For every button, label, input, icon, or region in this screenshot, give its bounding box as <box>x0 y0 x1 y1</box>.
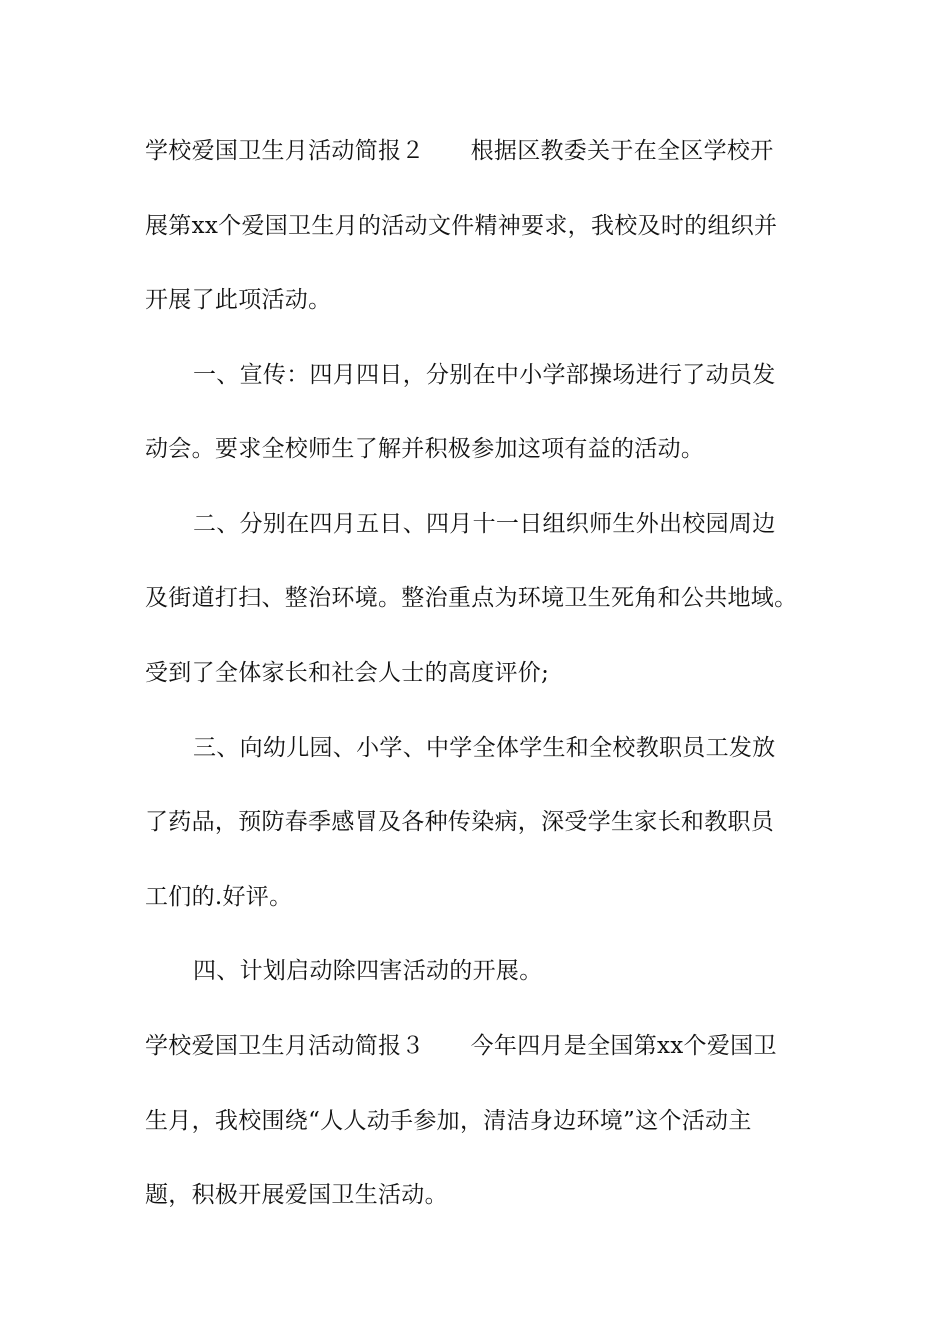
paragraph-line: 展第xx个爱国卫生月的活动文件精神要求，我校及时的组织并 <box>145 213 778 239</box>
report-3-intro: 今年四月是全国第xx个爱国卫 <box>470 1033 777 1059</box>
paragraph-line: 动会。要求全校师生了解并积极参加这项有益的活动。 <box>145 436 705 462</box>
paragraph-line: 三、向幼儿园、小学、中学全体学生和全校教职员工发放 <box>193 735 776 761</box>
paragraph-line: 了药品，预防春季感冒及各种传染病，深受学生家长和教职员 <box>145 809 775 835</box>
report-2-intro: 根据区教委关于在全区学校开 <box>470 138 774 164</box>
report-3-title: 学校爱国卫生月活动简报３ <box>145 1033 425 1059</box>
paragraph-line: 工们的.好评。 <box>145 884 293 910</box>
paragraph-line: 生月，我校围绕“人人动手参加，清洁身边环境”这个活动主 <box>145 1108 752 1134</box>
report-3-heading-line <box>145 1031 845 1061</box>
paragraph-line: 四、计划启动除四害活动的开展。 <box>193 958 543 984</box>
report-2-title: 学校爱国卫生月活动简报２ <box>145 138 425 164</box>
report-2-heading-line <box>145 136 845 166</box>
paragraph-line: 及街道打扫、整治环境。整治重点为环境卫生死角和公共地域。 <box>145 585 798 611</box>
paragraph-line: 开展了此项活动。 <box>145 287 332 313</box>
paragraph-line: 一、宣传：四月四日，分别在中小学部操场进行了动员发 <box>193 362 776 388</box>
paragraph-line: 题，积极开展爱国卫生活动。 <box>145 1182 448 1208</box>
paragraph-line: 二、分别在四月五日、四月十一日组织师生外出校园周边 <box>193 511 776 537</box>
paragraph-line: 受到了全体家长和社会人士的高度评价; <box>145 660 550 686</box>
